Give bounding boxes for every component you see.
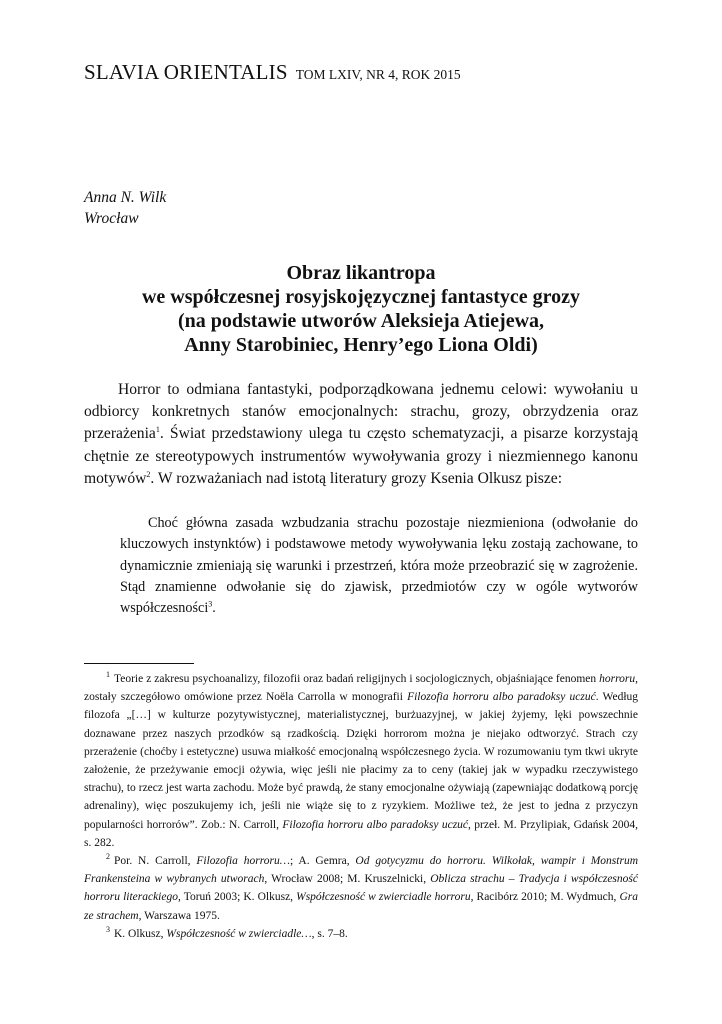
footnote-text: , zostały szczegółowo omówione przez Noëla Carrolla w monografii bbox=[84, 673, 638, 704]
footnote-number: 2 bbox=[106, 852, 110, 862]
running-header bbox=[84, 60, 461, 85]
footnote-2 bbox=[84, 852, 638, 925]
footnote-italic: Współczesność w zwierciadle horroru bbox=[296, 891, 471, 904]
footnote-italic: Gra ze strachem bbox=[84, 891, 638, 922]
block-quote bbox=[120, 513, 638, 619]
footnote-1 bbox=[84, 670, 638, 852]
footnote-text: Teorie z zakresu psychoanalizy, filozofii oraz badań religijnych i socjologicznych, objaśniające fenomen bbox=[114, 673, 600, 685]
footnote-text: , Wrocław 2008; M. Kruszelnicki, bbox=[264, 873, 431, 886]
footnote-text: K. Olkusz, bbox=[114, 927, 167, 940]
footnote-ref-1[interactable]: 1 bbox=[155, 425, 160, 435]
title-line-3: (na podstawie utworów Aleksieja Atiejewa, bbox=[177, 310, 545, 332]
footnote-text: , przeł. M. Przylipiak, Gdańsk 2004, s. 282. bbox=[84, 818, 638, 849]
footnote-3 bbox=[84, 925, 638, 943]
footnote-italic: Filozofia horroru… bbox=[196, 855, 290, 868]
author-city: Wrocław bbox=[84, 210, 139, 227]
footnote-italic: Filozofia horroru albo paradoksy uczuć bbox=[407, 691, 596, 704]
footnote-italic: horroru bbox=[599, 673, 636, 685]
body-text-c: . W rozważaniach nad istotą literatury grozy Ksenia Olkusz pisze: bbox=[150, 469, 563, 487]
footnote-text: Por. N. Carroll, bbox=[114, 855, 197, 868]
footnote-ref-3[interactable]: 3 bbox=[208, 599, 213, 609]
footnote-ref-2[interactable]: 2 bbox=[146, 469, 151, 479]
footnote-text: , Warszawa 1975. bbox=[138, 909, 220, 922]
footnote-italic: Od gotycyzmu do horroru. Wilkołak, wampir i Monstrum Frankensteina w wybranych utworach bbox=[84, 855, 639, 886]
title-line-1: Obraz likantropa bbox=[286, 262, 436, 284]
footnote-number: 3 bbox=[106, 925, 110, 935]
footnote-text: , s. 7–8. bbox=[311, 927, 348, 940]
footnote-italic: Oblicza strachu – Tradycja i współczesność horroru literackiego bbox=[84, 873, 638, 904]
body-text-b: . Świat przedstawiony ulega tu często schematyzacji, a pisarze korzystają chętnie ze stereotypowych instrumentów wywoływania grozy i niezmiennego kanonu motywów bbox=[84, 425, 638, 487]
footnote-italic: Filozofia horroru albo paradoksy uczuć bbox=[282, 818, 469, 831]
footnote-italic: Współczesność w zwierciadle… bbox=[166, 927, 312, 940]
footnote-text: ; A. Gemra, bbox=[289, 855, 356, 868]
footnote-text: , Racibórz 2010; M. Wydmuch, bbox=[470, 891, 620, 904]
footnote-text: , Toruń 2003; K. Olkusz, bbox=[178, 891, 297, 904]
quote-end: . bbox=[212, 600, 216, 617]
author-name: Anna N. Wilk bbox=[84, 189, 167, 206]
quote-text: Choć główna zasada wzbudzania strachu pozostaje niezmieniona (odwołanie do kluczowych instynktów) i podstawowe metody wywoływania lęku zostają zachowane, to dynamicznie zmieniają się warunki i przestrzeń, która może przeobrazić się w zagrożenie. Stąd znamienne odwołanie się do zjawisk, przedmiotów czy w ogóle wytworów współczesności bbox=[120, 515, 638, 617]
body-paragraph bbox=[84, 379, 638, 490]
title-line-4: Anny Starobiniec, Henry’ego Liona Oldi) bbox=[184, 334, 538, 356]
footnote-number: 1 bbox=[106, 670, 110, 680]
journal-name: SLAVIA ORIENTALIS bbox=[84, 60, 288, 84]
footnotes bbox=[84, 670, 638, 943]
author-block bbox=[84, 187, 166, 229]
article-title bbox=[84, 261, 638, 357]
body-text-a: Horror to odmiana fantastyki, podporządkowana jednemu celowi: wywołaniu u odbiorcy konkretnych stanów emocjonalnych: strachu, grozy, obrzydzenia oraz przerażenia bbox=[84, 381, 638, 443]
footnote-separator bbox=[84, 663, 194, 664]
title-line-2: we współczesnej rosyjskojęzycznej fantastyce grozy bbox=[141, 286, 581, 308]
issue-info: TOM LXIV, NR 4, ROK 2015 bbox=[295, 67, 461, 82]
footnote-text: . Według filozofa „[…] w kulturze pozytywistycznej, materialistycznej, burżuazyjnej, w jakiej żyjemy, lęki powszechnie doznawane przez naszych przodków są rzadkością. Dzięki horrorom można je niejako odtworzyć. Strach czy przerażenie (choćby i estetyczne) usuwa miałkość emocjonalną współczesnego życia. W rozumowaniu tym tkwi ukryte założenie, że przeżywanie emocji ożywia, więc jeśli nie płacimy za to ceny (takiej jak w wypadku rzeczywistego strachu), to rzecz jest warta zachodu. Może być prawdą, że stany emocjonalne ożywiają (zapewniając dodatkową porcję adrenaliny), więc poszukujemy ich, jeśli nie wiąże się to z ryzykiem. Możliwe też, że jest to jedna z przyczyn popularności horrorów”. Zob.: N. Carroll, bbox=[84, 691, 639, 831]
